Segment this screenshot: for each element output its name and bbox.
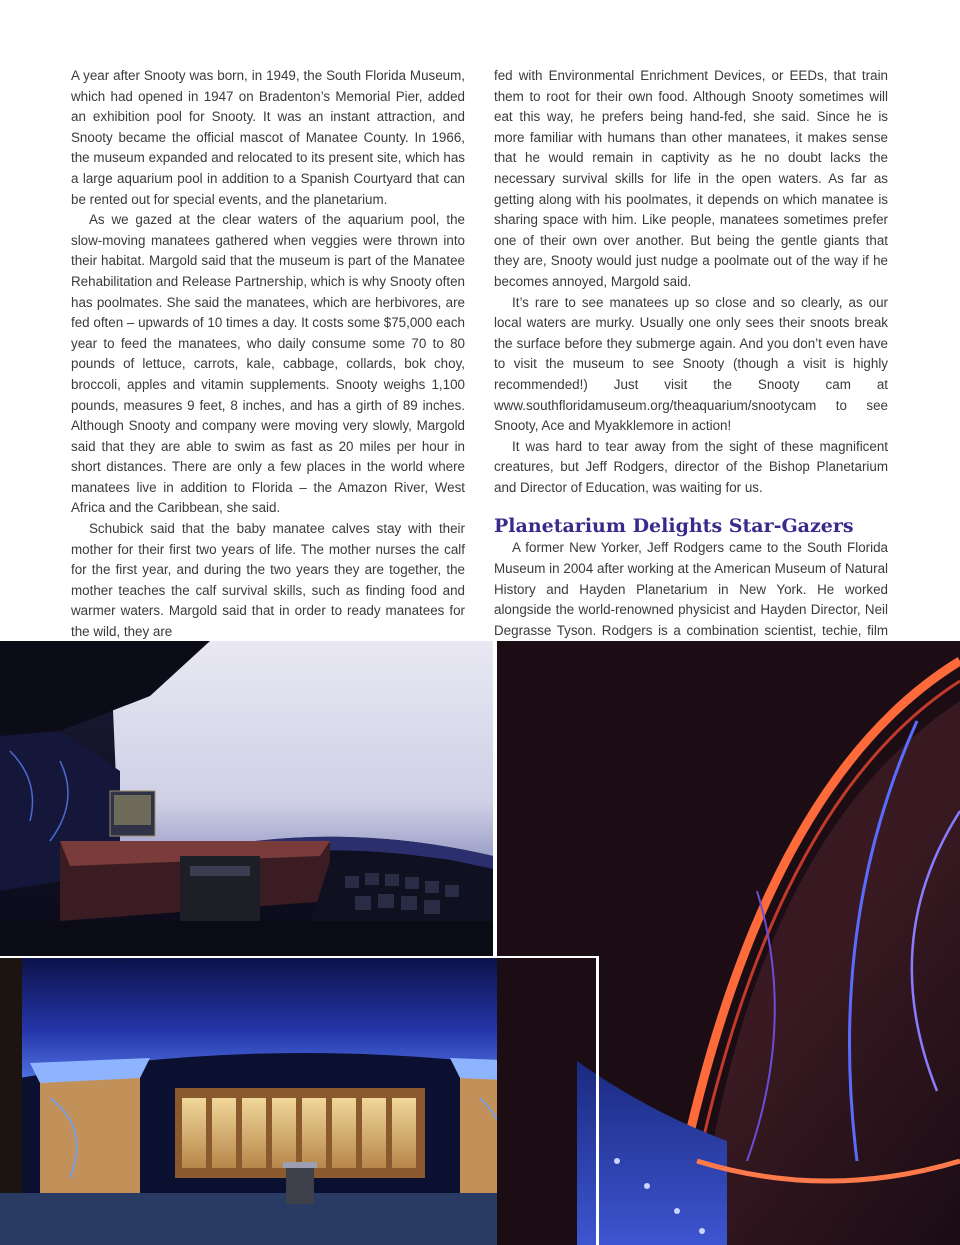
section-heading: Planetarium Delights Star-Gazers	[494, 515, 854, 538]
photo-divider-vertical	[493, 641, 497, 958]
paragraph-rodgers-waiting: It was hard to tear away from the sight of these magnificent creatures, but Jeff Rodgers, director of the Bishop Planetarium and Director of Education, was waiting for us.	[494, 438, 888, 495]
paragraph-eeds: fed with Environmental Enrichment Devices, or EEDs, that train them to root for their own food. Although Snooty sometimes will eat this way, he prefers being hand-fed, she said. Since he is more familiar with humans than other manatees, it makes sense that he would remain in captivity as he no doubt lacks the necessary survival skills for life in the open waters. As far as getting along with his poolmates, it depends on which manatee is sharing space with him. Like people, manatees sometimes prefer one of their own over another. But being the gentle giants that they are, Snooty would just nudge a poolmate out of the way if he becomes annoyed, Margold said.	[494, 68, 888, 289]
photo-divider-lobby-edge	[596, 956, 599, 1245]
planetarium-dome-photo	[0, 641, 493, 956]
photo-divider-horizontal	[0, 956, 597, 958]
left-text-column	[71, 66, 465, 643]
paragraph-feeding: As we gazed at the clear waters of the aquarium pool, the slow-moving manatees gathered when veggies were thrown into their habitat. Margold said that the museum is part of the Manatee Rehabilitation and Release Partnership, which is why Snooty often has poolmates. She said the manatees, which are herbivores, are fed often – upwards of 10 times a day. It costs some $75,000 each year to feed the manatees, who daily consume some 70 to 80 pounds of lettuce, carrots, kale, cabbage, collards, bok choy, broccoli, apples and vitamin supplements. Snooty weighs 1,100 pounds, measures 9 feet, 8 inches, and has a girth of 89 inches. Although Snooty and company were moving very slowly, Margold said that they are able to swim as fast as 20 miles per hour in short distances. There are only a few places in the world where manatees live in addition to Florida – the Amazon River, West Africa and the Caribbean, she said.	[71, 212, 465, 516]
paragraph-mascot: A year after Snooty was born, in 1949, the South Florida Museum, which had opened in 1947 on Bradenton’s Memorial Pier, added an exhibition pool for Snooty. It was an instant attraction, and Snooty became the official mascot of Manatee County. In 1966, the museum expanded and relocated to its present site, which has a large aquarium pool in addition to a Spanish Courtyard that can be rented out for special events, and the planetarium.	[71, 68, 465, 207]
paragraph-calves: Schubick said that the baby manatee calves stay with their mother for their first two years of life. The mother nurses the calf for the first year, and during the two years they are together, the mother teaches the calf survival skills, such as finding food and warmer waters. Margold said that in order to ready manatees for the wild, they are	[71, 521, 465, 640]
paragraph-snooty-cam: It’s rare to see manatees up so close and so clearly, as our local waters are murky. Usually one only sees their snoots break the surface before they submerge again. And you don’t even have to visit the museum to see Snooty (though a visit is highly recommended!) Just visit the Snooty cam at www.southfloridamuseum.org/theaquarium/snootycam to see Snooty, Ace and Myakklemore in action!	[494, 294, 888, 434]
right-text-column	[494, 66, 888, 663]
rodgers-bio-text: A former New Yorker, Jeff Rodgers came to the South Florida Museum in 2004 after working at the American Museum of Natural History and Hayden Planetarium in New York. He worked alongside the world-renowned physicist and Hayden Director, Neil Degrasse Tyson. Rodgers is a combination scientist, techie, film	[494, 540, 888, 638]
planetarium-neon-wall-photo	[497, 641, 960, 1245]
